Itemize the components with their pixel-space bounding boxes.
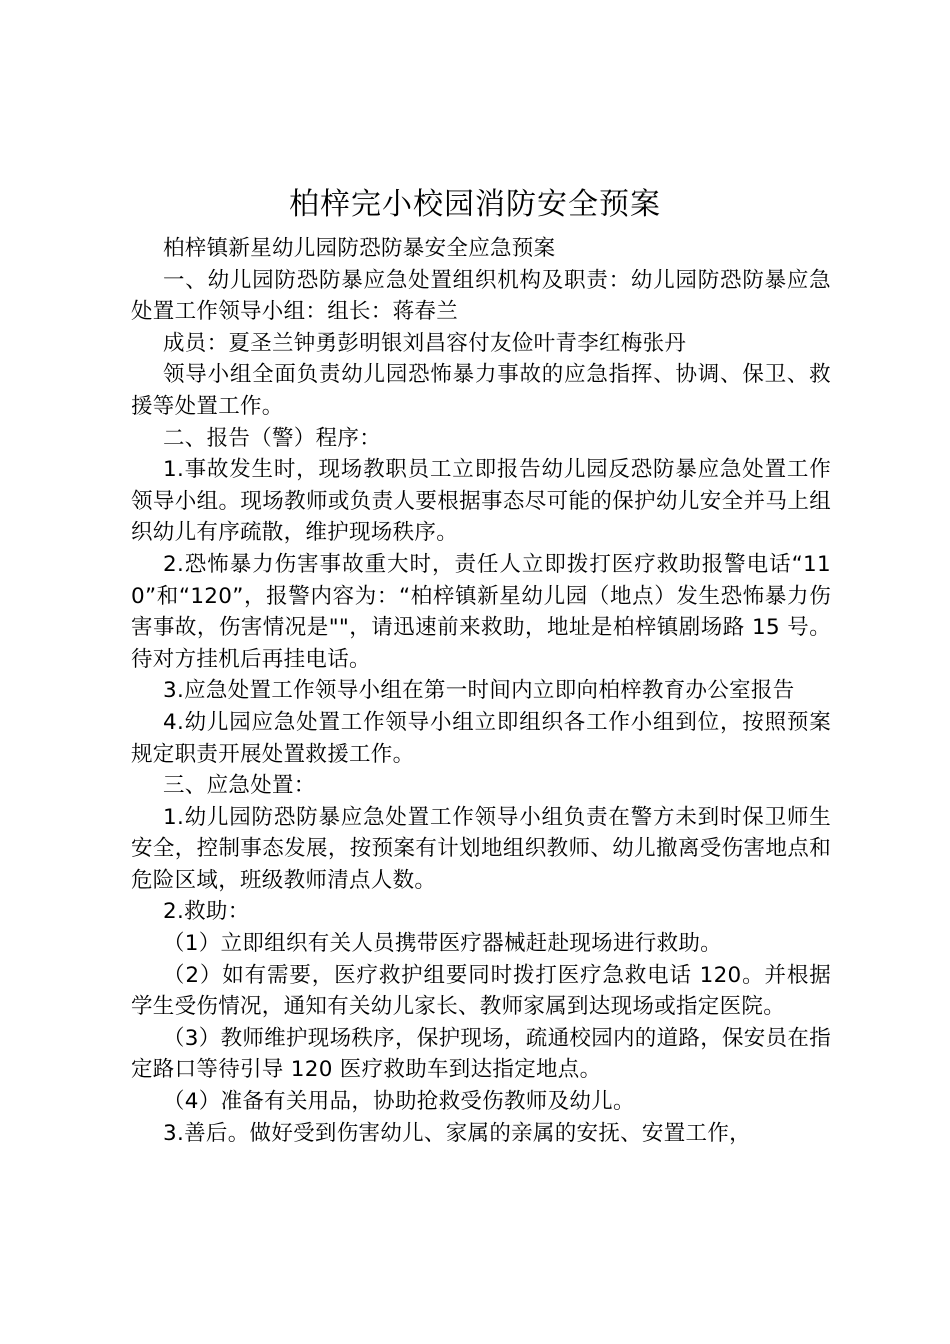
- paragraph-report-3: 3.应急处置工作领导小组在第一时间内立即向柏梓教育办公室报告: [163, 678, 795, 704]
- document-title: 柏梓完小校园消防安全预案: [289, 187, 661, 222]
- paragraph-rescue-2: （2）如有需要，医疗救护组要同时拨打医疗急救电话 120。并根据学生受伤情况，通知有关幼儿家长、教师家属到达现场或指定医院。: [131, 962, 831, 1020]
- paragraph-leadership: 领导小组全面负责幼儿园恐怖暴力事故的应急指挥、协调、保卫、救援等处置工作。: [131, 362, 831, 419]
- paragraph-aftermath: 3.善后。做好受到伤害幼儿、家属的亲属的安抚、安置工作，: [163, 1120, 751, 1146]
- paragraph-rescue-3: （3）教师维护现场秩序，保护现场，疏通校园内的道路，保安员在指定路口等待引导 120 医疗救助车到达指定地点。: [131, 1025, 831, 1083]
- paragraph-section-2: 二、报告（警）程序：: [163, 425, 382, 451]
- paragraph-section-3: 三、应急处置：: [163, 773, 316, 799]
- paragraph-report-1: 1.事故发生时，现场教职员工立即报告幼儿园反恐防暴应急处置工作领导小组。现场教师或负责人要根据事态尽可能的保护幼儿安全并马上组织幼儿有序疏散，维护现场秩序。: [131, 457, 831, 546]
- paragraph-response-2: 2.救助：: [163, 899, 250, 925]
- document-body: [131, 233, 831, 1149]
- paragraph-report-2: 2.恐怖暴力伤害事故重大时，责任人立即拨打医疗救助报警电话“110”和“120”，报警内容为：“柏梓镇新星幼儿园（地点）发生恐怖暴力伤害事故，伤害情况是""，请迅速前来救助，地址是柏梓镇剧场路 15 号。待对方挂机后再挂电话。: [131, 551, 831, 672]
- paragraph-report-4: 4.幼儿园应急处置工作领导小组立即组织各工作小组到位，按照预案规定职责开展处置救援工作。: [131, 709, 831, 767]
- paragraph-members: 成员：夏圣兰钟勇彭明银刘昌容付友俭叶青李红梅张丹: [163, 330, 687, 356]
- paragraph-rescue-4: （4）准备有关用品，协助抢救受伤教师及幼儿。: [163, 1089, 635, 1115]
- paragraph-section-1: 一、幼儿园防恐防暴应急处置组织机构及职责：幼儿园防恐防暴应急处置工作领导小组：组长：蒋春兰: [131, 267, 831, 325]
- paragraph-rescue-1: （1）立即组织有关人员携带医疗器械赶赴现场进行救助。: [163, 931, 722, 957]
- paragraph-response-1: 1.幼儿园防恐防暴应急处置工作领导小组负责在警方未到时保卫师生安全，控制事态发展，按预案有计划地组织教师、幼儿撤离受伤害地点和危险区域，班级教师清点人数。: [131, 804, 831, 893]
- paragraph-heading: 柏梓镇新星幼儿园防恐防暴安全应急预案: [163, 236, 556, 261]
